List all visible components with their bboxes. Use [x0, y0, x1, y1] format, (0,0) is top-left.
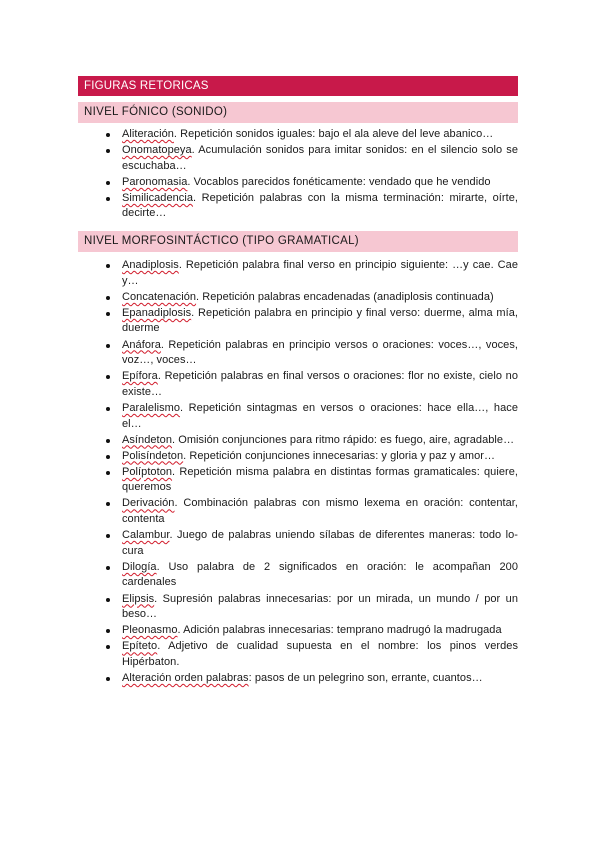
figure-description: . Repetición palabras en principio versos o oraciones: voces…, voces, voz…, voces…	[122, 338, 518, 367]
list-item	[78, 175, 518, 191]
figure-term: Derivación	[122, 497, 175, 510]
list-item	[78, 639, 518, 670]
list-item	[78, 449, 518, 465]
list-item	[78, 465, 518, 496]
figure-term: Pleonasmo	[122, 624, 178, 637]
bullet-icon	[106, 502, 110, 506]
figure-term: Alteración orden palabras	[122, 672, 249, 684]
figure-description: . Adjetivo de cualidad supuesta en el nombre: los pinos verdes Hipérbaton.	[122, 640, 518, 668]
figure-description: . Repetición palabras en final versos o oraciones: flor no existe, cielo no existe…	[122, 370, 518, 398]
figure-term: Onomatopeya	[122, 144, 192, 157]
list-item	[78, 671, 518, 687]
bullet-icon	[106, 407, 110, 411]
document-title: FIGURAS RETORICAS	[78, 76, 518, 96]
figure-list-morfosintactico	[78, 258, 518, 687]
figure-list-fonico	[78, 127, 518, 222]
list-item	[78, 592, 518, 623]
list-item	[78, 258, 518, 289]
figure-term: Epanadiplosis	[122, 306, 192, 319]
figure-description: . Repetición sintagmas en versos o oraciones: hace ella…, hace el…	[122, 401, 518, 430]
list-item	[78, 338, 518, 369]
list-item	[78, 433, 518, 449]
figure-term: Asíndeton	[122, 433, 172, 446]
document-page	[78, 76, 518, 687]
list-item	[78, 127, 518, 143]
figure-term: Polisíndeton	[122, 449, 184, 462]
bullet-icon	[106, 133, 110, 137]
figure-description: : pasos de un pelegrino son, errante, cuantos…	[248, 672, 483, 684]
figure-term: Epífora	[122, 370, 158, 383]
bullet-icon	[106, 439, 110, 443]
list-item	[78, 401, 518, 432]
figure-term: Epíteto	[122, 640, 158, 653]
figure-term: Aliteración	[122, 128, 174, 140]
bullet-icon	[106, 149, 110, 153]
figure-description: . Repetición palabra final verso en principio siguiente: …y cae. Cae y…	[122, 259, 518, 287]
figure-description: . Uso palabra de 2 significados en oración: le acompañan 200 cardenales	[122, 560, 518, 589]
bullet-icon	[106, 264, 110, 268]
list-item	[78, 191, 518, 222]
bullet-icon	[106, 598, 110, 602]
figure-term: Elipsis	[122, 592, 155, 605]
figure-term: Anadiplosis	[122, 259, 179, 272]
bullet-icon	[106, 566, 110, 570]
figure-term: Paronomasia	[122, 175, 188, 188]
bullet-icon	[106, 455, 110, 459]
list-item	[78, 560, 518, 591]
bullet-icon	[106, 296, 110, 300]
figure-term: Paralelismo	[122, 401, 181, 414]
figure-description: . Vocablos parecidos fonéticamente: vendado que he vendido	[187, 175, 491, 188]
figure-description: . Repetición palabras encadenadas (anadiplosis continuada)	[196, 290, 494, 303]
bullet-icon	[106, 344, 110, 348]
figure-term: Anáfora	[122, 338, 161, 351]
bullet-icon	[106, 312, 110, 316]
figure-term: Políptoton	[122, 465, 173, 478]
section-heading-morfosintactico: NIVEL MORFOSINTÁCTICO (TIPO GRAMATICAL)	[78, 231, 518, 252]
figure-description: . Repetición palabra en principio y final verso: duerme, alma mía, duerme	[122, 306, 518, 335]
bullet-icon	[106, 534, 110, 538]
section-heading-fonico: NIVEL FÓNICO (SONIDO)	[78, 102, 518, 123]
list-item	[78, 143, 518, 174]
bullet-icon	[106, 197, 110, 201]
figure-description: . Repetición conjunciones innecesarias: y gloria y paz y amor…	[183, 449, 496, 462]
list-item	[78, 290, 518, 306]
figure-term: Dilogía	[122, 560, 157, 573]
bullet-icon	[106, 645, 110, 649]
figure-description: . Juego de palabras uniendo sílabas de diferentes maneras: todo lo-cura	[122, 529, 518, 557]
figure-term: Concatenación	[122, 290, 197, 303]
bullet-icon	[106, 677, 110, 681]
bullet-icon	[106, 375, 110, 379]
list-item	[78, 496, 518, 527]
figure-description: . Supresión palabras innecesarias: por un mirada, un mundo / por un beso…	[122, 592, 518, 621]
bullet-icon	[106, 629, 110, 633]
figure-description: . Combinación palabras con mismo lexema en oración: contentar, contenta	[122, 497, 518, 526]
figure-description: . Omisión conjunciones para ritmo rápido: es fuego, aire, agradable…	[172, 433, 515, 446]
figure-description: . Repetición misma palabra en distintas formas gramaticales: quiere, queremos	[122, 465, 518, 494]
figure-description: . Repetición sonidos iguales: bajo el ala aleve del leve abanico…	[173, 128, 494, 140]
list-item	[78, 306, 518, 337]
list-item	[78, 528, 518, 559]
list-item	[78, 623, 518, 639]
figure-term: Similicadencia	[122, 191, 194, 204]
figure-description: . Repetición palabras con la misma terminación: mirarte, oírte, decirte…	[122, 191, 518, 220]
bullet-icon	[106, 181, 110, 185]
figure-term: Calambur	[122, 529, 170, 542]
figure-description: . Acumulación sonidos para imitar sonidos: en el silencio solo se escuchaba…	[122, 144, 518, 172]
figure-description: . Adición palabras innecesarias: temprano madrugó la madrugada	[177, 624, 502, 637]
bullet-icon	[106, 471, 110, 475]
list-item	[78, 369, 518, 400]
